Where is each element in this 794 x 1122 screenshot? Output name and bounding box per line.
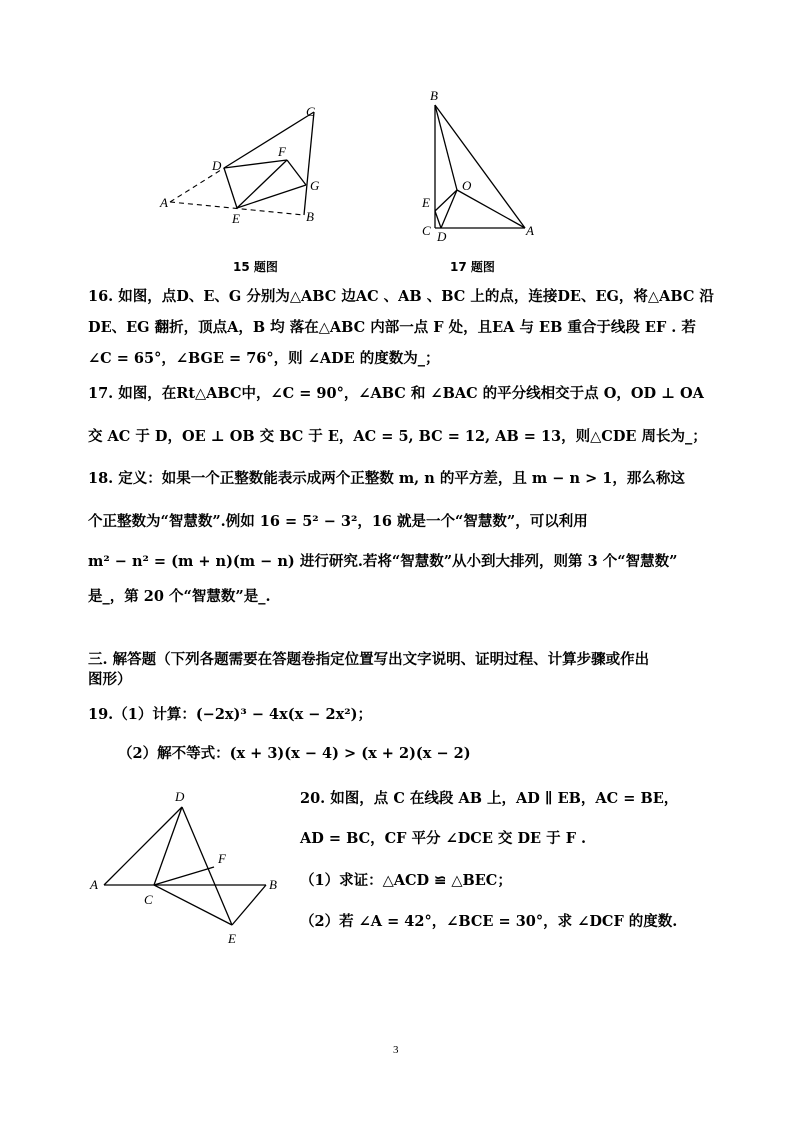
q16-line-3: ∠C = 65°，∠BGE = 76°，则 ∠ADE 的度数为_； xyxy=(88,350,440,367)
fig15-label-e: E xyxy=(232,211,240,226)
fig17-label-c: C xyxy=(422,223,431,238)
fig15-label-c: C xyxy=(306,104,315,119)
q20-part-1: （1）求证：△ACD ≌ △BEC； xyxy=(300,872,512,889)
q16-line-1: 16. 如图，点D、E、G 分别为△ABC 边AC 、AB 、BC 上的点，连接DE、EG，将△ABC 沿 xyxy=(88,288,714,305)
q19-part-1: 19.（1）计算：(−2x)³ − 4x(x − 2x²)； xyxy=(88,706,372,723)
fig20-label-c: C xyxy=(144,892,153,907)
q18-line-3: m² − n² = (m + n)(m − n) 进行研究.若将“智慧数”从小到大排列，则第 3 个“智慧数” xyxy=(88,553,678,570)
q20-part-2: （2）若 ∠A = 42°，∠BCE = 30°，求 ∠DCF 的度数. xyxy=(300,913,678,930)
q17-line-2: 交 AC 于 D，OE ⊥ OB 交 BC 于 E，AC = 5, BC = 12, AB = 13，则△CDE 周长为_； xyxy=(88,428,707,445)
fig20-label-f: F xyxy=(218,851,226,866)
q20-line-2: AD = BC，CF 平分 ∠DCE 交 DE 于 F . xyxy=(300,830,587,847)
fig15-label-b: B xyxy=(306,209,314,224)
q17-line-1: 17. 如图，在Rt△ABC中，∠C = 90°，∠ABC 和 ∠BAC 的平分线相交于点 O，OD ⊥ OA xyxy=(88,385,704,402)
q18-line-2: 个正整数为“智慧数”.例如 16 = 5² − 3²，16 就是一个“智慧数”，可以利用 xyxy=(88,513,588,530)
figure-15-caption: 15 题图 xyxy=(233,260,278,274)
fig20-label-a: A xyxy=(90,877,98,892)
q18-line-1: 18. 定义：如果一个正整数能表示成两个正整数 m, n 的平方差，且 m − n > 1，那么称这 xyxy=(88,470,685,487)
q16-line-2: DE、EG 翻折，顶点A，B 均 落在△ABC 内部一点 F 处，且EA 与 EB 重合于线段 EF . 若 xyxy=(88,319,696,336)
fig15-label-f: F xyxy=(278,144,286,159)
fig15-label-a: A xyxy=(160,195,168,210)
fig15-label-d: D xyxy=(212,158,222,173)
section-3-heading-cont: 图形） xyxy=(88,671,132,688)
q19-part-2: （2）解不等式：(x + 3)(x − 4) > (x + 2)(x − 2) xyxy=(118,745,471,762)
fig17-label-d: D xyxy=(437,229,447,244)
fig20-label-b: B xyxy=(269,877,277,892)
figure-17 xyxy=(410,85,550,245)
fig17-label-o: O xyxy=(462,178,472,193)
figure-20 xyxy=(86,785,296,950)
fig20-label-d: D xyxy=(175,789,185,804)
q20-line-1: 20. 如图，点 C 在线段 AB 上，AD ∥ EB，AC = BE， xyxy=(300,790,679,807)
q18-line-4: 是_，第 20 个“智慧数”是_. xyxy=(88,588,271,605)
fig17-label-a: A xyxy=(526,223,534,238)
section-3-heading: 三. 解答题（下列各题需要在答题卷指定位置写出文字说明、证明过程、计算步骤或作出 xyxy=(88,651,650,668)
figure-15 xyxy=(150,100,340,230)
fig17-label-b: B xyxy=(430,88,438,103)
fig20-label-e: E xyxy=(228,931,236,946)
figure-17-caption: 17 题图 xyxy=(450,260,495,274)
page-number: 3 xyxy=(393,1044,399,1056)
fig15-label-g: G xyxy=(310,178,320,193)
fig17-label-e: E xyxy=(422,195,430,210)
